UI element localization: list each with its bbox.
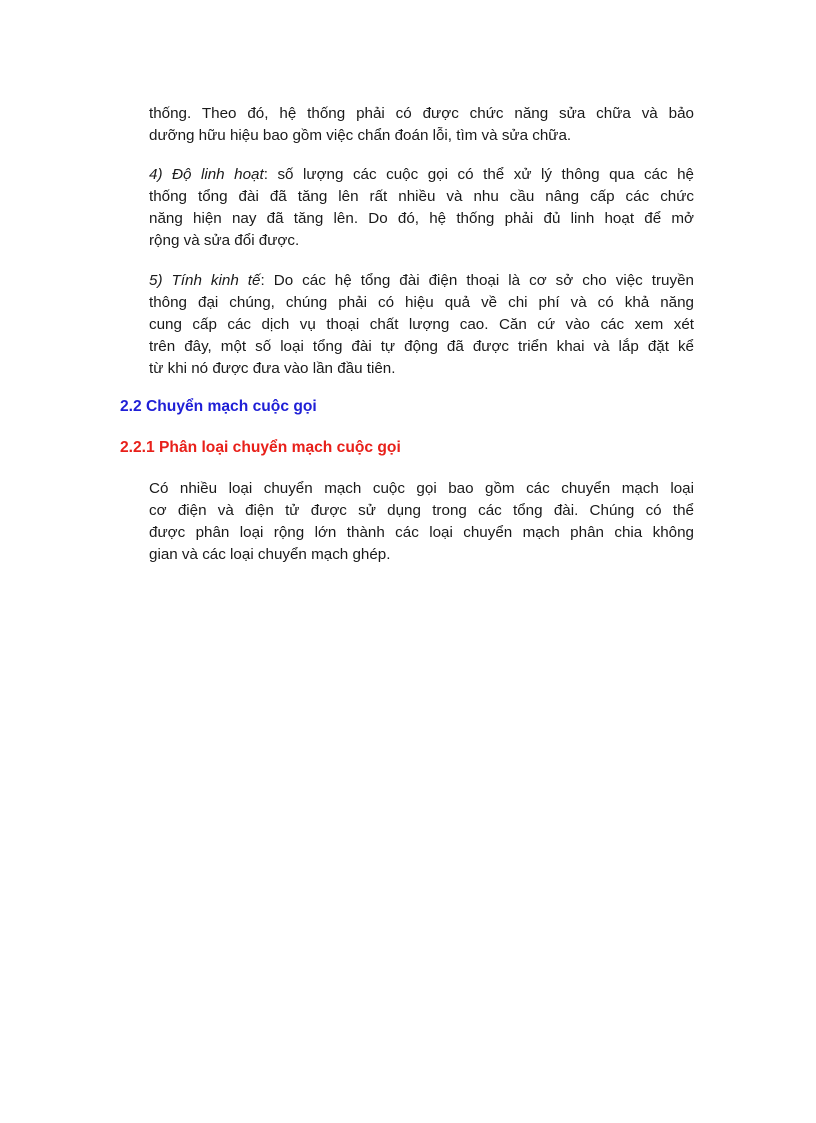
text-line: cung cấp các dịch vụ thoại chất lượng cao. Căn cứ vào các xem xét (149, 316, 694, 333)
paragraph-switching-types (149, 478, 694, 566)
text-line: được phân loại rộng lớn thành các loại chuyển mạch phân chia không (149, 524, 694, 541)
item-label-flexibility: 4) Độ linh hoạt (149, 166, 264, 183)
text-line: rộng và sửa đổi được. (149, 232, 300, 249)
text-line (149, 270, 694, 292)
paragraph-flexibility (149, 164, 694, 252)
text-line: thông đại chúng, chúng phải có hiệu quả về chi phí và có khả năng (149, 294, 694, 311)
text-run: : Do các hệ tổng đài điện thoại là cơ sở cho việc truyền (260, 272, 694, 289)
text-line: thống. Theo đó, hệ thống phải có được chức năng sửa chữa và bảo (149, 105, 694, 122)
text-line: dưỡng hữu hiệu bao gồm việc chẩn đoán lỗi, tìm và sửa chữa. (149, 127, 572, 144)
text-line: cơ điện và điện tử được sử dụng trong các tổng đài. Chúng có thể (149, 502, 694, 519)
item-label-economy: 5) Tính kinh tế (149, 272, 261, 289)
text-line: trên đây, một số loại tổng đài tự động đã được triển khai và lắp đặt kể (149, 338, 694, 355)
text-line: Có nhiều loại chuyển mạch cuộc gọi bao gồm các chuyển mạch loại (149, 480, 694, 497)
section-heading-2-2: 2.2 Chuyển mạch cuộc gọi (120, 398, 317, 415)
text-line: thống tổng đài đã tăng lên rất nhiều và nhu cầu nâng cấp các chức (149, 188, 694, 205)
text-line (149, 164, 694, 186)
text-run: : số lượng các cuộc gọi có thể xử lý thông qua các hệ (263, 166, 695, 183)
subsection-heading-2-2-1: 2.2.1 Phân loại chuyển mạch cuộc gọi (120, 439, 401, 456)
paragraph-economy (149, 270, 694, 380)
text-line: gian và các loại chuyển mạch ghép. (149, 546, 391, 563)
text-line: năng hiện nay đã tăng lên. Do đó, hệ thống phải đủ linh hoạt để mở (149, 210, 694, 227)
paragraph-maintenance-continued (149, 103, 694, 147)
text-line: từ khi nó được đưa vào lần đầu tiên. (149, 360, 396, 377)
